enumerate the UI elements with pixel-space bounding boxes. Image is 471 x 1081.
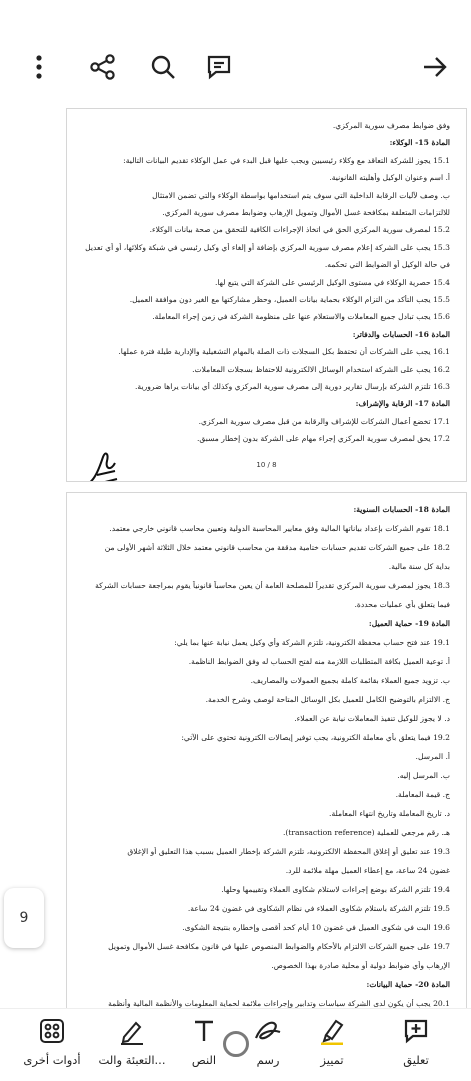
document-text-line: أ. اسم وعنوان الوكيل وأهليته القانونية.	[329, 173, 450, 183]
document-text-line: د. لا يجوز للوكيل تنفيذ المعاملات نيابة عن العملاء.	[294, 714, 450, 723]
pdf-page-2	[66, 492, 467, 1042]
document-text-line: 15.4 حصرية الوكلاء في مستوى الوكيل الرئيسي على الشركة التي يتبع لها.	[214, 277, 450, 287]
document-text-line: 17.1 تخضع أعمال الشركات للإشراف والرقابة من قبل مصرف سورية المركزي.	[198, 416, 450, 426]
document-text-line: أ. توعية العميل بكافة المتطلبات اللازمة منه لفتح الحساب له وفق الضوابط الناظمة.	[188, 657, 450, 666]
document-text-line: هـ. رقم مرجعي للعملية (transaction reference).	[282, 828, 450, 837]
forward-arrow-icon[interactable]	[418, 50, 452, 84]
section-heading: المادة 17- الرقابة والإشراف:	[355, 399, 450, 409]
document-text-line: أ. المرسل.	[415, 752, 450, 761]
document-text-line: 17.2 يحق لمصرف سورية المركزي إجراء مهام على الشركة بدون إخطار مسبق.	[196, 434, 450, 444]
highlight-tool-label: تمييز	[320, 1053, 344, 1067]
section-heading: المادة 15- الوكلاء:	[389, 138, 450, 148]
pdf-page-1	[66, 108, 467, 482]
text-tool-label: النص	[191, 1053, 217, 1067]
document-text-line: 19.4 تلتزم الشركة بوضع إجراءات لاستلام شكاوى العملاء وتقييمها وحلها.	[221, 885, 450, 894]
document-text-line: بداية كل سنة مالية.	[388, 562, 450, 571]
document-text-line: غضون 24 ساعة، مع إعطاء العميل مهلة ملائمة للرد.	[285, 866, 450, 875]
document-text-line: 15.6 يجب تبادل جميع المعاملات والاستعلام عنها على منظومة الشركة في زمن إجراء المعاملة.	[152, 312, 450, 322]
fill-sign-icon	[118, 1015, 146, 1047]
document-text-line: الإرهاب وأي ضوابط دولية أو محلية صادرة بهذا الخصوص.	[271, 961, 450, 970]
document-text-line: ب. تزويد جميع العملاء بقائمة كاملة بجميع العمولات والمصاريف.	[250, 676, 450, 685]
draw-tool-button[interactable]	[236, 1015, 300, 1075]
document-text-line: 16.2 يجب على الشركة استخدام الوسائل الالكترونية للاحتفاظ بسجلات المعاملات.	[192, 364, 450, 374]
text-icon	[192, 1015, 216, 1047]
document-text-line: وفق ضوابط مصرف سورية المركزي.	[332, 121, 450, 130]
document-text-line: 19.3 عند تعليق أو إغلاق المحفظة الالكترونية، تلتزم الشركة بإخطار العميل بسبب هذا التعليق أو الإغلاق	[127, 847, 450, 856]
section-heading: المادة 18- الحسابات السنوية:	[353, 505, 450, 514]
fill-sign-button[interactable]	[92, 1015, 172, 1075]
document-text-line: 19.5 تلتزم الشركة باستلام شكاوى العملاء في نظام الشكاوى في غضون 24 ساعة.	[187, 904, 450, 913]
document-text-line: ب. وصف لآليات الرقابة الداخلية التي سوف يتم استخدامها بواسطة الوكلاء والتي تضمن الامتثال	[152, 190, 450, 200]
document-text-line: 19.2 فيما يتعلق بأي معاملة الكترونية، يجب توفير إيصالات الكترونية تحتوي على الآتي:	[181, 733, 450, 742]
section-heading: المادة 20- حماية البيانات:	[366, 980, 450, 989]
fill-sign-label: التعبئة والت...	[98, 1053, 166, 1067]
document-text-line: د. تاريخ المعاملة وتاريخ انتهاء المعاملة.	[329, 809, 450, 818]
document-text-line: ج. الالتزام بالتوضيح الكامل للعميل بكل الوسائل المتاحة لوصف وشرح الخدمة.	[205, 695, 450, 704]
comment-tool-button[interactable]	[384, 1015, 448, 1075]
document-text-line: 18.2 على جميع الشركات تقديم حسابات ختامية مدققة من محاسب قانوني معتمد خلال الثلاثة أشهر الأولى من	[104, 543, 450, 552]
document-text-line: 20.1 يجب أن يكون لدى الشركة سياسات وتدابير وإجراءات ملائمة لحماية المعلومات والأنظمة المالية وأنظمة	[108, 999, 450, 1008]
page-indicator: 9	[19, 910, 29, 926]
more-tools-button[interactable]	[20, 1015, 84, 1075]
document-text-line: 18.3 يجوز لمصرف سورية المركزي تقديراً للمصلحة العامة أن يعين محاسباً قانونياً يقوم بمراجعة حسابات الشركة	[95, 581, 450, 590]
section-heading: المادة 16- الحسابات والدفاتر:	[352, 329, 450, 339]
grid-icon	[39, 1015, 65, 1047]
draw-icon	[253, 1015, 283, 1047]
section-heading: المادة 19- حماية العميل:	[368, 619, 450, 628]
page-scroll-handle[interactable]	[4, 888, 44, 948]
document-text-line: 16.3 تلتزم الشركة بإرسال تقارير دورية إلى مصرف سورية المركزي وكذلك أي بيانات يراها ضرورية.	[134, 382, 450, 391]
document-text-line: 19.7 على جميع الشركات الالتزام بالأحكام والضوابط المنصوص عليها في قانون مكافحة غسل الأموال وتمويل	[108, 942, 450, 951]
document-text-line: 15.2 لمصرف سورية المركزي الحق في اتخاذ الإجراءات الكافية للتحقق من صحة بيانات الوكلاء.	[149, 225, 450, 235]
share-icon[interactable]	[86, 50, 120, 84]
document-text-line: 19.6 البت في شكوى العميل في غضون 10 أيام كحد أقصى وإخطاره بنتيجة الشكوى.	[182, 923, 450, 932]
document-text-line: 15.3 يجب على الشركة إعلام مصرف سورية المركزي بإضافة أو إلغاء أي وكيل رئيسي في شبكة وكلائها، أو أي تعديل	[85, 242, 450, 252]
more-tools-label: أدوات أخرى	[23, 1053, 81, 1067]
bottom-toolbar	[0, 1008, 471, 1081]
document-text-line: فيما يتعلق بأي عمليات محددة.	[354, 600, 450, 609]
add-comment-icon	[402, 1015, 430, 1047]
highlight-tool-button[interactable]	[300, 1015, 364, 1075]
highlight-icon	[318, 1015, 346, 1047]
draw-tool-label: رسم	[256, 1053, 280, 1067]
document-text-line: 15.5 يجب التأكد من التزام الوكلاء بحماية بيانات العميل، وحظر مشاركتها مع الغير دون موافقة العميل.	[129, 295, 450, 304]
document-text-line: للالتزامات المتعلقة بمكافحة غسل الأموال وتمويل الإرهاب وضوابط مصرف سورية المركزي.	[162, 208, 450, 217]
more-vert-icon[interactable]	[22, 50, 56, 84]
comment-tool-label: تعليق	[403, 1053, 429, 1067]
document-text-line: ب. المرسل إليه.	[397, 771, 450, 780]
signature-mark	[85, 449, 121, 482]
page-number: 10 / 8	[256, 461, 277, 469]
document-text-line: في حالة الوكيل أو الضوابط التي تحكمه.	[324, 260, 450, 270]
comment-icon[interactable]	[202, 50, 236, 84]
search-icon[interactable]	[146, 50, 180, 84]
document-text-line: 18.1 تقوم الشركات بإعداد بياناتها المالية وفق معايير المحاسبة الدولية وتعيين محاسب قانوني خارجي معتمد.	[109, 524, 450, 533]
document-text-line: 16.1 يجب على الشركات أن تحتفظ بكل السجلات ذات الصلة بالمهام التشغيلية والإدارية طيلة فترة عملها.	[118, 347, 450, 357]
pdf-viewer[interactable]	[0, 88, 471, 1008]
document-text-line: ج. قيمة المعاملة.	[395, 790, 450, 799]
document-text-line: 19.1 عند فتح حساب محفظة الكترونية، تلتزم الشركة وأي وكيل يعمل نيابة عنها بما يلي:	[174, 638, 450, 647]
document-text-line: 15.1 يجوز للشركة التعاقد مع وكلاء رئيسيين ويجب عليها قبل البدء في عمل الوكلاء تقديم البيانات التالية:	[123, 155, 450, 165]
